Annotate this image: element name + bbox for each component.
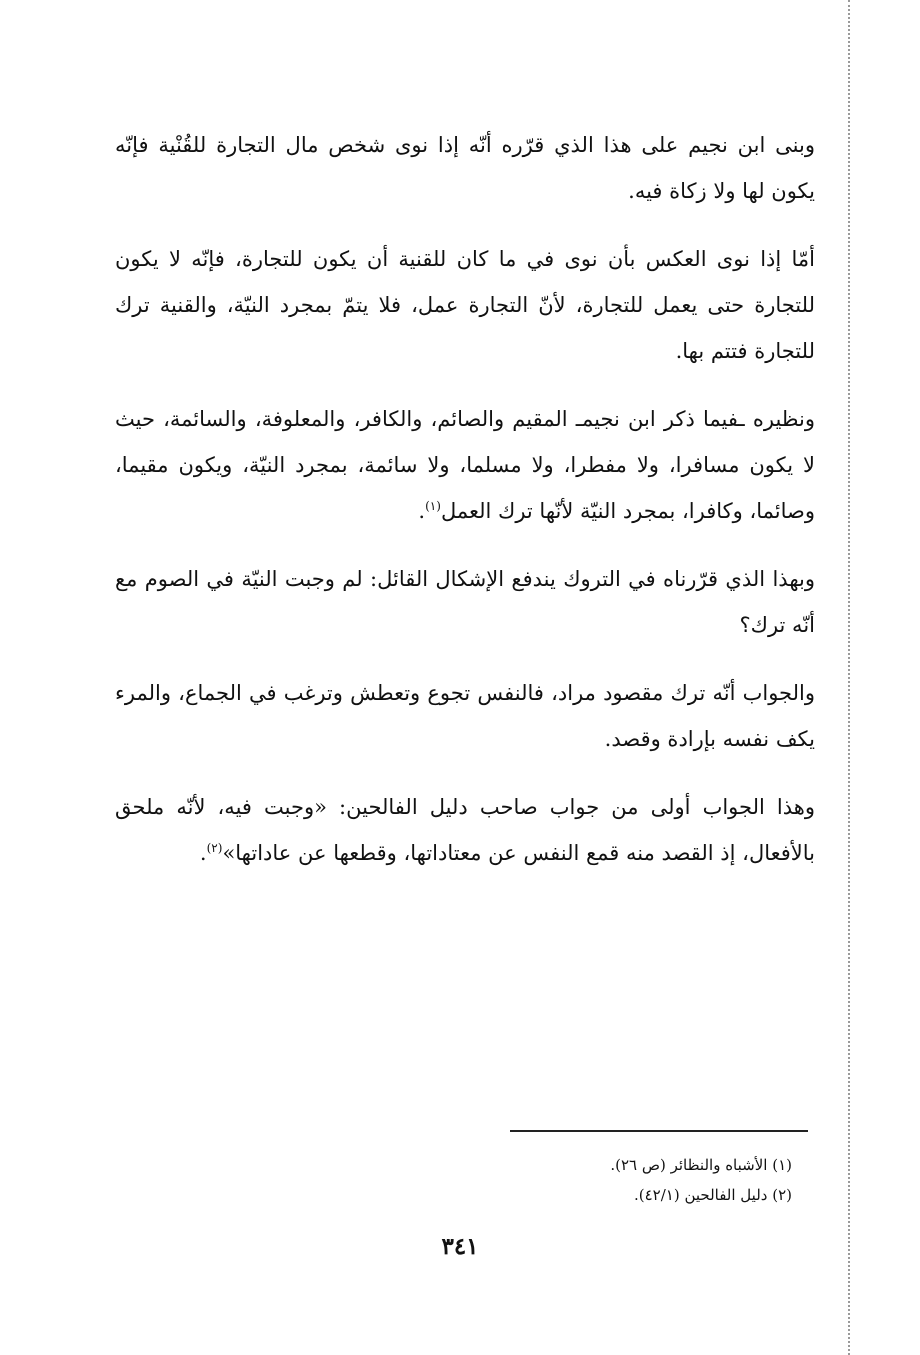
body-text [115,122,815,898]
paragraph-6-end: . [199,841,207,865]
paragraph-6 [115,784,815,876]
footnote-2: (٢) دليل الفالحين (٤٢/١). [633,1186,792,1204]
footnote-1: (١) الأشباه والنظائر (ص ٢٦). [610,1156,792,1174]
margin-dotted-line [848,0,850,1355]
footnote-ref-1[interactable]: (١) [425,499,441,513]
footnotes [272,1150,792,1210]
paragraph-3-text: ونظيره ـفيما ذكر ابن نجيمـ المقيم والصائم، والكافر، والمعلوفة، والسائمة، حيث لا يكون مسافرا، ولا مفطرا، ولا مسلما، ولا سائمة، بمجرد النيّة، ويكون مقيما، وصائما، وكافرا، بمجرد النيّة لأنّها ترك العمل [115,407,815,523]
paragraph-3 [115,396,815,534]
paragraph-6-text: وهذا الجواب أولى من جواب صاحب دليل الفالحين: «وجبت فيه، لأنّه ملحق بالأفعال، إذ القصد منه قمع النفس عن معتاداتها، وقطعها عن عاداتها» [115,795,815,865]
paragraph-2: أمّا إذا نوى العكس بأن نوى في ما كان للقنية أن يكون للتجارة، فإنّه لا يكون للتجارة حتى يعمل للتجارة، لأنّ التجارة عمل، فلا يتمّ بمجرد النيّة، والقنية ترك للتجارة فتتم بها. [115,247,815,363]
paragraph-1: وبنى ابن نجيم على هذا الذي قرّره أنّه إذا نوى شخص مال التجارة للقُنْية فإنّه يكون لها ولا زكاة فيه. [115,133,815,203]
footnote-divider [510,1130,808,1132]
paragraph-5: والجواب أنّه ترك مقصود مراد، فالنفس تجوع وتعطش وترغب في الجماع، والمرء يكف نفسه بإرادة وقصد. [115,681,815,751]
paragraph-3-end: . [418,499,426,523]
footnote-ref-2[interactable]: (٢) [206,841,223,855]
page-number: ٣٤١ [441,1233,479,1260]
paragraph-4: وبهذا الذي قرّرناه في التروك يندفع الإشكال القائل: لم وجبت النيّة في الصوم مع أنّه ترك؟ [115,567,815,637]
